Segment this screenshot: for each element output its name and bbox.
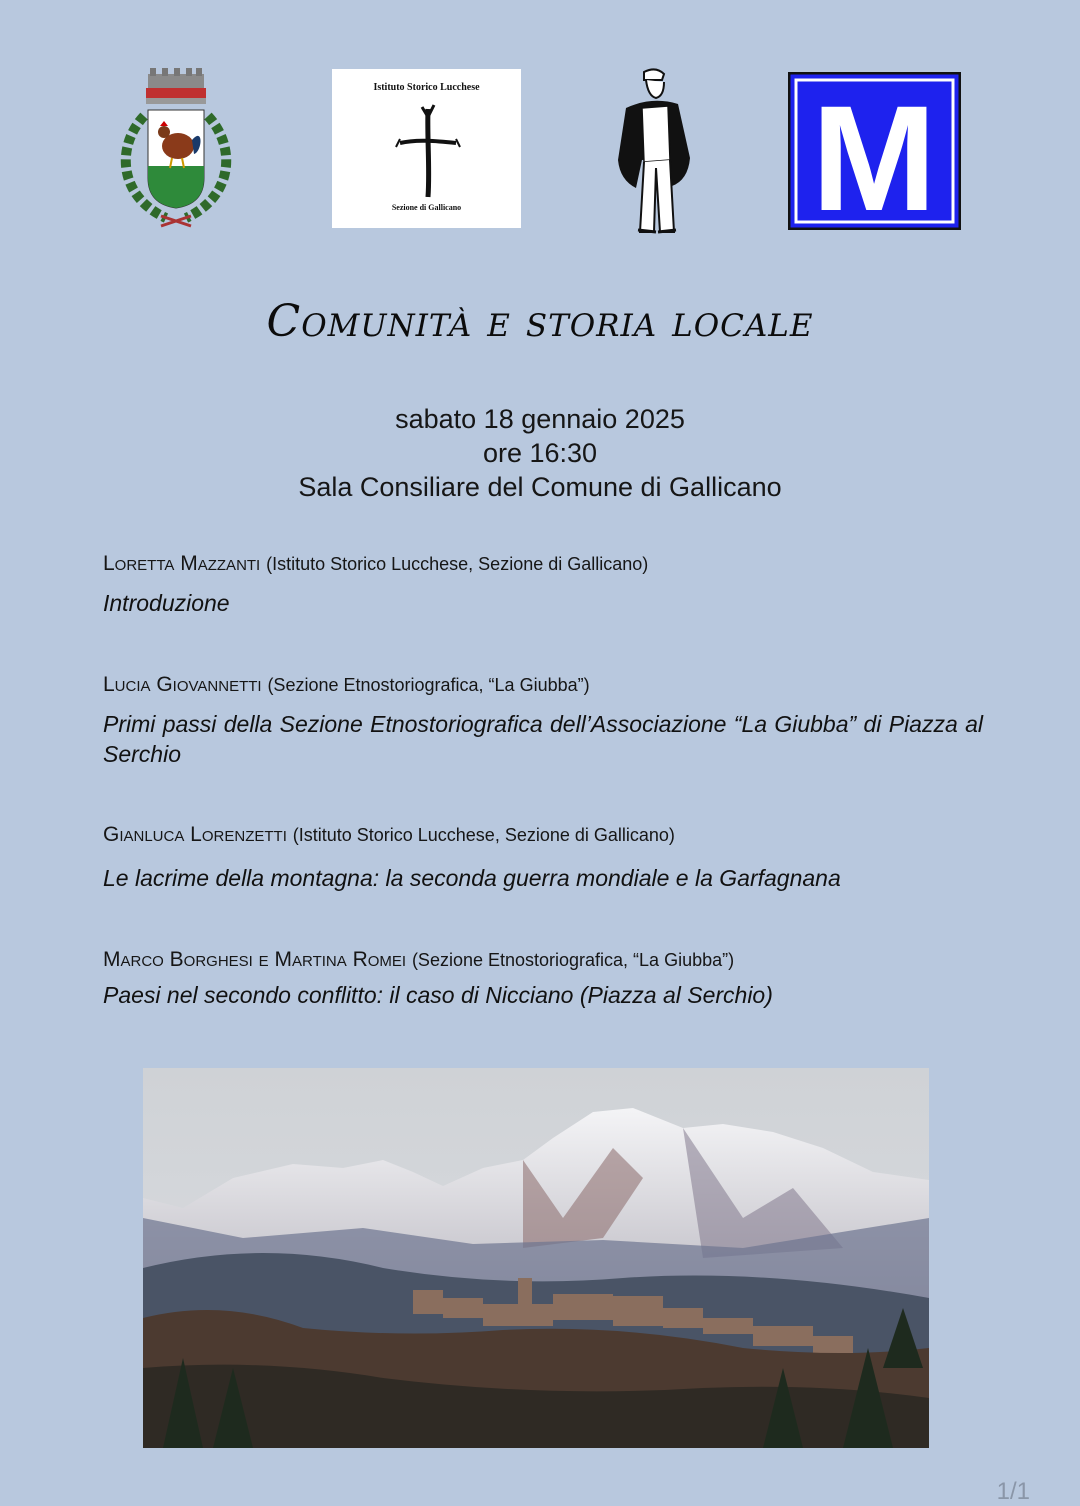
talk-item (103, 552, 983, 618)
speaker-name: Gianluca Lorenzetti (103, 823, 287, 846)
gallicano-crest-logo (106, 66, 246, 234)
page-indicator: 1/1 (996, 1478, 1030, 1505)
mountain-village-photo (143, 1068, 929, 1448)
talk-title: Paesi nel secondo conflitto: il caso di Nicciano (Piazza al Serchio) (103, 982, 773, 1008)
museum-m-logo (788, 72, 961, 230)
page-title: Comunità e storia locale (266, 296, 814, 347)
event-date: sabato 18 gennaio 2025 (395, 404, 685, 434)
event-time: ore 16:30 (482, 438, 598, 468)
speaker-affiliation: (Istituto Storico Lucchese, Sezione di Gallicano) (266, 554, 649, 574)
la-giubba-man-logo (612, 68, 702, 236)
speaker-name: Loretta Mazzanti (103, 552, 261, 575)
isl-logo-name: Istituto Storico Lucchese (373, 82, 480, 93)
cross-icon (392, 99, 462, 199)
talk-item (103, 823, 983, 893)
talk-title: Introduzione (103, 590, 230, 616)
event-details (0, 402, 1080, 504)
speaker-affiliation: (Istituto Storico Lucchese, Sezione di Gallicano) (292, 825, 675, 845)
speaker-name: Lucia Giovannetti (103, 673, 262, 696)
speaker-line (103, 673, 983, 697)
speaker-line (103, 552, 983, 576)
talk-item (103, 673, 983, 769)
talk-title: Primi passi della Sezione Etnostoriografica dell’Associazione “La Giubba” di Piazza al Serchio (103, 711, 983, 767)
istituto-storico-lucchese-logo (332, 69, 521, 228)
speaker-line (103, 948, 983, 972)
speaker-line (103, 823, 983, 847)
speaker-affiliation: (Sezione Etnostoriografica, “La Giubba”) (411, 950, 735, 970)
museum-letter: M (811, 74, 937, 230)
speaker-affiliation: (Sezione Etnostoriografica, “La Giubba”) (267, 675, 590, 695)
isl-logo-section: Sezione di Gallicano (391, 203, 462, 212)
speaker-name: Marco Borghesi e Martina Romei (103, 948, 407, 971)
talk-item (103, 948, 983, 1010)
event-venue: Sala Consiliare del Comune di Gallicano (298, 472, 782, 502)
talk-title: Le lacrime della montagna: la seconda guerra mondiale e la Garfagnana (103, 865, 841, 891)
logo-row (0, 0, 1080, 260)
